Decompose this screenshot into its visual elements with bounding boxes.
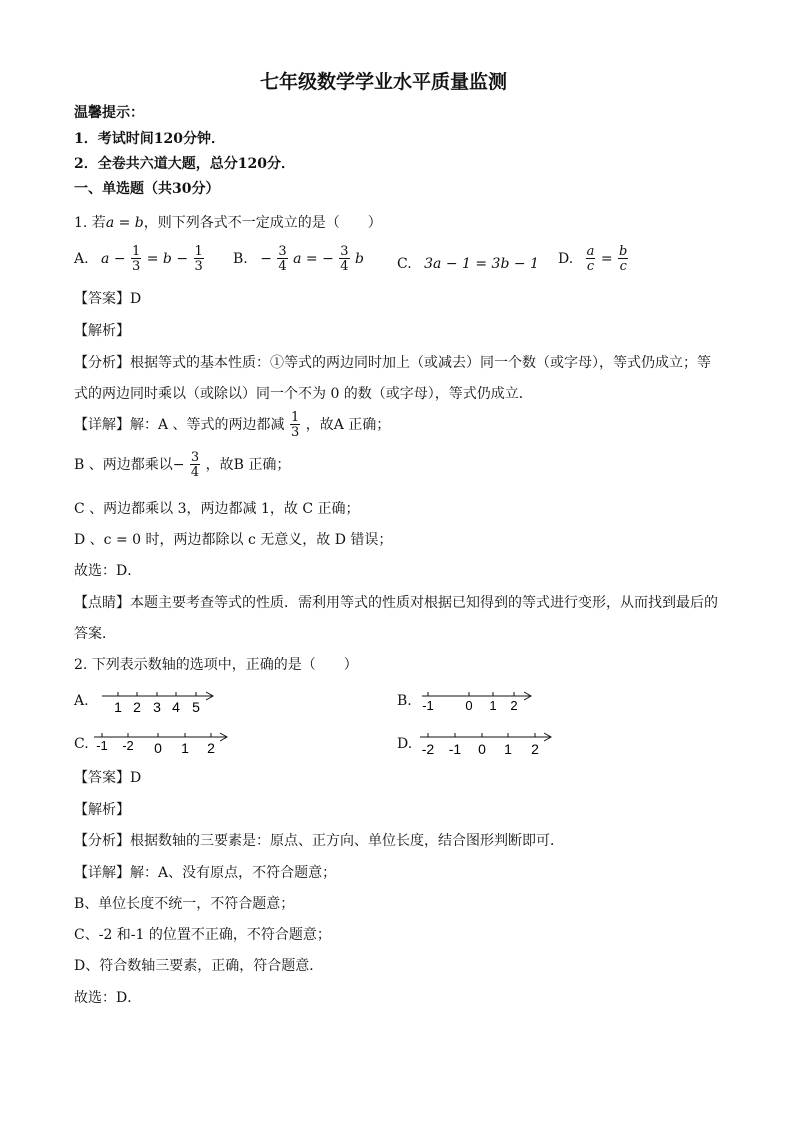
q2-option-b-letter: B. (397, 693, 412, 709)
notice-heading: 温馨提示： (74, 105, 144, 121)
tick-label: -2 (122, 738, 134, 753)
q1-option-a: A. a − $\frac{1}{3}$ = b − $\frac{1}{3}$ (74, 244, 203, 274)
q1-detail-d: D 、c = 0 时，两边都除以 c 无意义，故 D 错误； (74, 532, 393, 548)
fraction: $\frac{1}{3}$ (291, 410, 300, 440)
tick-label: 4 (172, 699, 180, 715)
q2-stem: 2. 下列表示数轴的选项中，正确的是（ ） (74, 657, 358, 673)
section-heading: 一、单选题（共30分） (74, 181, 220, 197)
q2-detail-d: D、符合数轴三要素，正确，符合题意． (74, 958, 324, 974)
tick-label: 1 (504, 741, 512, 757)
q2-analysis: 【分析】根据数轴的三要素是：原点、正方向、单位长度，结合图形判断即可． (74, 833, 564, 849)
q2-option-c-letter: C. (74, 736, 89, 752)
tick-label: 2 (133, 699, 141, 715)
tick-label: 1 (114, 699, 122, 715)
q2-option-c-number-line (92, 727, 234, 757)
q2-detail-b: B、单位长度不统一，不符合题意； (74, 896, 295, 912)
q1-answer: 【答案】D (74, 291, 142, 307)
tick-label: -1 (422, 698, 434, 713)
q1-stem: 1. 若a = b，则下列各式不一定成立的是（ ） (74, 215, 382, 231)
tick-label: -1 (96, 738, 108, 753)
fraction: $\frac{1}{3}$ (194, 244, 203, 274)
q1-detail-b: B 、两边都乘以− $\frac{3}{4}$ ，故B 正确； (74, 450, 291, 480)
q1-comment-line1: 【点睛】本题主要考查等式的性质．需利用等式的性质对根据已知得到的等式进行变形，从而找到最后的 (74, 595, 718, 611)
fraction: $\frac{3}{4}$ (190, 450, 200, 480)
tick-label: 2 (531, 741, 539, 757)
q1-analysis-line1: 【分析】根据等式的基本性质：①等式的两边同时加上（或减去）同一个数（或字母），等式仍成立；等 (74, 355, 711, 371)
fraction: $\frac{1}{3}$ (132, 244, 141, 274)
q1-choose: 故选：D． (74, 563, 142, 579)
notice-item-score: 2．全卷共六道大题，总分120分． (74, 156, 295, 172)
q2-choose: 故选：D． (74, 990, 142, 1006)
q2-option-a-letter: A. (74, 693, 89, 709)
q1-option-d: D. $\frac{a}{c}$ = $\frac{b}{c}$ (558, 244, 628, 274)
tick-label: 0 (465, 698, 473, 713)
q1-analysis-label: 【解析】 (74, 323, 130, 339)
tick-label: 2 (510, 698, 518, 713)
q2-option-a-number-line (96, 686, 221, 716)
q1-option-c: C. 3a − 1 = 3b − 1 (397, 256, 539, 272)
tick-label: 3 (153, 699, 161, 715)
fraction: $\frac{3}{4}$ (340, 244, 349, 274)
q1-comment-line2: 答案． (74, 626, 116, 642)
q2-detail-c: C、-2 和-1 的位置不正确，不符合题意； (74, 927, 331, 943)
notice-item-time: 1．考试时间120分钟． (74, 131, 225, 147)
fraction: $\frac{b}{c}$ (619, 244, 628, 274)
tick-label: -2 (421, 741, 435, 757)
tick-label: 5 (192, 699, 200, 715)
q2-analysis-label: 【解析】 (74, 802, 130, 818)
tick-label: 1 (181, 740, 189, 756)
q2-option-d-letter: D. (397, 736, 413, 752)
q1-detail-a: 【详解】解：A 、等式的两边都减 $\frac{1}{3}$ ，故A 正确； (74, 410, 391, 440)
q1-detail-c: C 、两边都乘以 3，两边都减 1，故 C 正确； (74, 501, 360, 517)
fraction: $\frac{a}{c}$ (586, 244, 595, 274)
q2-option-b-number-line (418, 686, 538, 716)
tick-label: 0 (154, 740, 162, 756)
tick-label: -1 (448, 741, 462, 757)
q2-answer: 【答案】D (74, 770, 142, 786)
q2-detail-a: 【详解】解：A、没有原点，不符合题意； (74, 865, 337, 881)
tick-label: 2 (207, 740, 215, 756)
tick-label: 0 (478, 741, 486, 757)
page-title: 七年级数学学业水平质量监测 (260, 71, 508, 93)
q1-option-b: B. − $\frac{3}{4}$ a = − $\frac{3}{4}$ b (233, 244, 364, 274)
q2-option-d-number-line (418, 727, 558, 759)
tick-label: 1 (489, 698, 497, 713)
fraction: $\frac{3}{4}$ (278, 244, 287, 274)
q1-analysis-line2: 式的两边同时乘以（或除以）同一个不为 0 的数（或字母），等式仍成立． (74, 386, 533, 402)
